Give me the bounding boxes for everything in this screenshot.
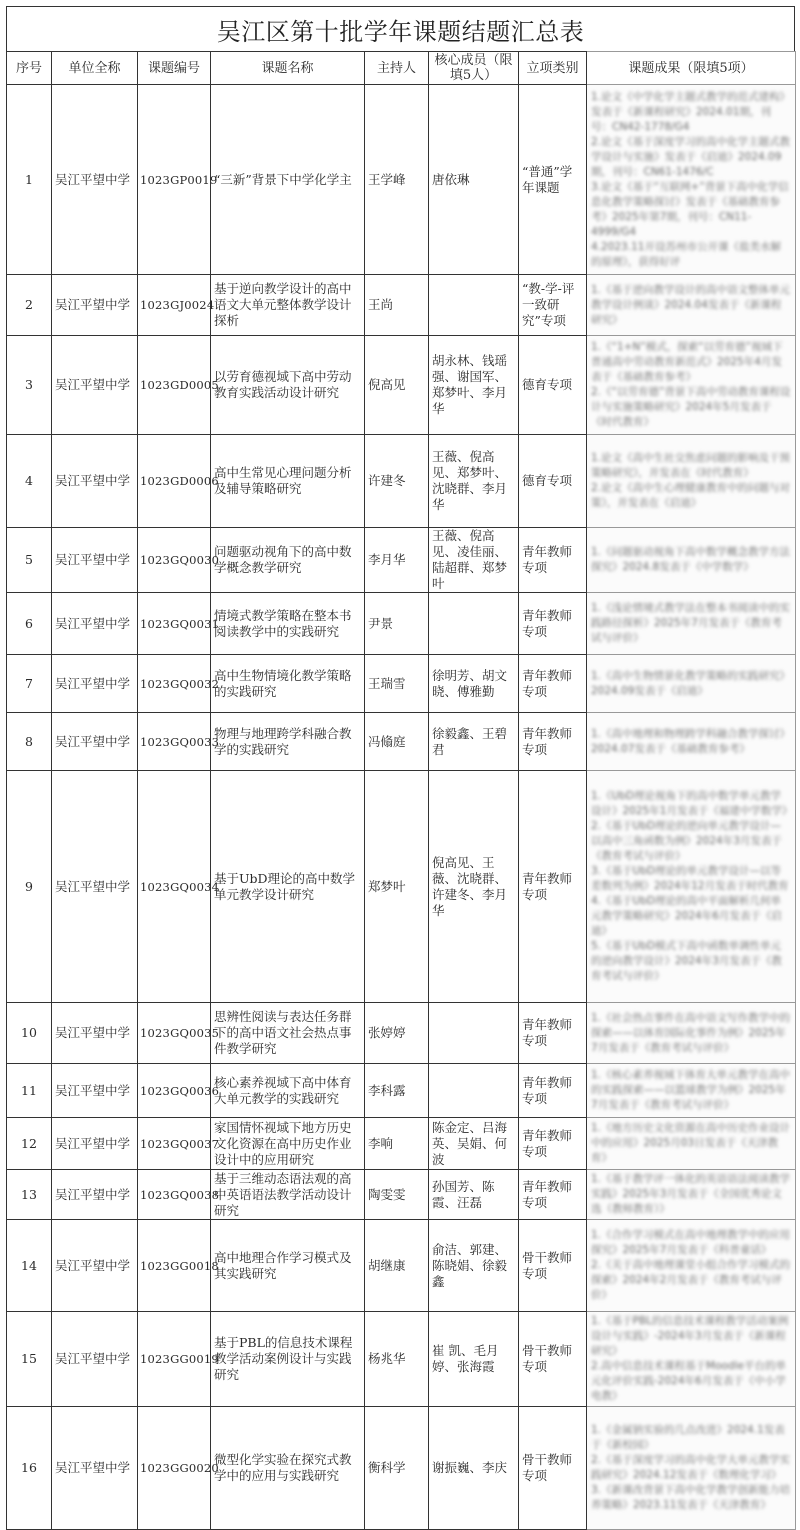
cell-name: 高中生常见心理问题分析及辅导策略研究 bbox=[211, 435, 365, 528]
result-item: 1.《金属钠实验的几点改进》2024.1发表于《新校园》 bbox=[591, 1424, 785, 1451]
cell-host: 陶雯雯 bbox=[365, 1170, 429, 1220]
cell-category: 德育专项 bbox=[519, 435, 587, 528]
cell-no: 2 bbox=[7, 275, 52, 336]
cell-code: 1023GJ0024 bbox=[138, 275, 211, 336]
cell-unit: 吴江平望中学 bbox=[52, 1312, 138, 1407]
cell-members: 俞洁、郭建、陈晓娟、徐毅鑫 bbox=[429, 1220, 519, 1312]
table-row bbox=[7, 275, 796, 336]
cell-category: 青年教师专项 bbox=[519, 528, 587, 593]
cell-host: 张婷婷 bbox=[365, 1003, 429, 1064]
cell-code: 1023GQ0030 bbox=[138, 528, 211, 593]
cell-host: 尹景 bbox=[365, 593, 429, 655]
cell-members bbox=[429, 593, 519, 655]
result-item: 1.《合作学习模式在高中地理教学中的应用探究》2025年7月发表于《科普童话》 bbox=[591, 1229, 791, 1256]
cell-name: 基于PBL的信息技术课程教学活动案例设计与实践研究 bbox=[211, 1312, 365, 1407]
results-list bbox=[591, 1068, 791, 1113]
result-item: 4.2023.11开设苏州市公开课《盐类水解的原理》，获得好评 bbox=[591, 240, 781, 268]
cell-category: 青年教师专项 bbox=[519, 593, 587, 655]
cell-no: 12 bbox=[7, 1118, 52, 1170]
table-row bbox=[7, 336, 796, 435]
cell-members bbox=[429, 1003, 519, 1064]
result-item: 2.论文《基于深度学习的高中化学主题式教学设计与实施》发表于《启迪》2024.09期，刊号：CN61-1476/C bbox=[591, 135, 791, 178]
cell-results bbox=[587, 1003, 796, 1064]
header-category: 立项类别 bbox=[519, 52, 587, 85]
cell-name: “三新”背景下中学化学主 bbox=[211, 85, 365, 275]
cell-category: 骨干教师专项 bbox=[519, 1312, 587, 1407]
cell-no: 4 bbox=[7, 435, 52, 528]
cell-name: 物理与地理跨学科融合教学的实践研究 bbox=[211, 713, 365, 771]
table-row bbox=[7, 1064, 796, 1118]
header-row bbox=[7, 52, 796, 85]
cell-unit: 吴江平望中学 bbox=[52, 713, 138, 771]
result-item: 3.《基于UbD理论的单元教学设计—以等差数列为例》2024年12月发表于时代教育 bbox=[591, 865, 789, 892]
cell-host: 李月华 bbox=[365, 528, 429, 593]
cell-members: 陈金定、吕海英、吴娟、何波 bbox=[429, 1118, 519, 1170]
cell-name: 高中生物情境化教学策略的实践研究 bbox=[211, 655, 365, 713]
result-item: 1.《地方历史文化资源在高中历史作业设计中的应用》2025月03日发表于《天津教育》 bbox=[591, 1122, 791, 1164]
cell-code: 1023GG0018 bbox=[138, 1220, 211, 1312]
cell-no: 11 bbox=[7, 1064, 52, 1118]
cell-category: “教-学-评一致研究”专项 bbox=[519, 275, 587, 336]
cell-host: 倪高见 bbox=[365, 336, 429, 435]
cell-no: 5 bbox=[7, 528, 52, 593]
cell-results bbox=[587, 1312, 796, 1407]
result-item: 1.《浅论情境式教学法在整本书阅读中的实践路径探析》2025年7月发表于《教育考试与评价》 bbox=[591, 602, 791, 644]
table-row bbox=[7, 1220, 796, 1312]
cell-name: 核心素养视域下高中体育大单元教学的实践研究 bbox=[211, 1064, 365, 1118]
cell-results bbox=[587, 85, 796, 275]
header-results: 课题成果（限填5项） bbox=[587, 52, 796, 85]
result-item: 5.《基于UbD模式下高中函数单调性单元的逆向教学设计》2024年3月发表于《教育考试与评价》 bbox=[591, 940, 782, 982]
cell-category: 青年教师专项 bbox=[519, 1118, 587, 1170]
table-row bbox=[7, 1003, 796, 1064]
cell-unit: 吴江平望中学 bbox=[52, 1407, 138, 1530]
cell-unit: 吴江平望中学 bbox=[52, 593, 138, 655]
cell-category: 德育专项 bbox=[519, 336, 587, 435]
cell-members: 唐依琳 bbox=[429, 85, 519, 275]
header-code: 课题编号 bbox=[138, 52, 211, 85]
results-list bbox=[591, 1121, 791, 1166]
cell-no: 13 bbox=[7, 1170, 52, 1220]
header-no: 序号 bbox=[7, 52, 52, 85]
cell-results bbox=[587, 1220, 796, 1312]
cell-name: 问题驱动视角下的高中数学概念教学研究 bbox=[211, 528, 365, 593]
cell-code: 1023GQ0033 bbox=[138, 713, 211, 771]
cell-unit: 吴江平望中学 bbox=[52, 771, 138, 1003]
cell-unit: 吴江平望中学 bbox=[52, 1220, 138, 1312]
cell-members: 徐明芳、胡文晓、傅雅勤 bbox=[429, 655, 519, 713]
cell-no: 9 bbox=[7, 771, 52, 1003]
result-item: 3.论文《基于“互联网+”背景下高中化学信息化教学策略探讨》发表于《基础教育参考》2025年第7期，刊号：CN11-4999/G4 bbox=[591, 180, 789, 238]
cell-code: 1023GQ0037 bbox=[138, 1118, 211, 1170]
summary-sheet bbox=[6, 6, 795, 1530]
table-row bbox=[7, 528, 796, 593]
table-row bbox=[7, 1170, 796, 1220]
results-list bbox=[591, 1423, 791, 1513]
results-list bbox=[591, 1314, 791, 1404]
cell-host: 郑梦叶 bbox=[365, 771, 429, 1003]
cell-unit: 吴江平望中学 bbox=[52, 655, 138, 713]
cell-host: 冯翛庭 bbox=[365, 713, 429, 771]
result-item: 4.《基于UbD理论的高中平面解析几何单元教学策略研究》2024年6月发表于《启迪》 bbox=[591, 895, 782, 937]
result-item: 1.《高中地理和物理跨学科融合教学探讨》2024.07发表于《基础教育参考》 bbox=[591, 727, 791, 755]
result-item: 1.《UbD理论视角下的高中数学单元教学设计》2025年1月发表于《福建中学数学》 bbox=[591, 790, 793, 817]
cell-name: 高中地理合作学习模式及其实践研究 bbox=[211, 1220, 365, 1312]
cell-unit: 吴江平望中学 bbox=[52, 1003, 138, 1064]
cell-host: 胡继康 bbox=[365, 1220, 429, 1312]
cell-no: 10 bbox=[7, 1003, 52, 1064]
cell-code: 1023GQ0035 bbox=[138, 1003, 211, 1064]
cell-results bbox=[587, 1118, 796, 1170]
header-name: 课题名称 bbox=[211, 52, 365, 85]
cell-results bbox=[587, 275, 796, 336]
cell-unit: 吴江平望中学 bbox=[52, 1118, 138, 1170]
cell-host: 李科露 bbox=[365, 1064, 429, 1118]
cell-name: 微型化学实验在探究式教学中的应用与实践研究 bbox=[211, 1407, 365, 1530]
result-item: 2.《基于UbD理论的逆向单元教学设计—以高中三角函数为例》2024年3月发表于《教育考试与评价》 bbox=[591, 820, 782, 862]
table-row bbox=[7, 1407, 796, 1530]
cell-code: 1023GD0005 bbox=[138, 336, 211, 435]
table-row bbox=[7, 771, 796, 1003]
cell-unit: 吴江平望中学 bbox=[52, 1170, 138, 1220]
cell-category: 骨干教师专项 bbox=[519, 1407, 587, 1530]
table-row bbox=[7, 1118, 796, 1170]
cell-code: 1023GD0006 bbox=[138, 435, 211, 528]
cell-no: 7 bbox=[7, 655, 52, 713]
cell-no: 6 bbox=[7, 593, 52, 655]
results-list bbox=[591, 601, 791, 646]
results-list bbox=[591, 669, 791, 699]
result-item: 2.《关于高中地理课堂小组合作学习模式的探索》2024年2月发表于《教育考试与评价》 bbox=[591, 1259, 791, 1301]
table-row bbox=[7, 713, 796, 771]
cell-code: 1023GG0020 bbox=[138, 1407, 211, 1530]
results-list bbox=[591, 789, 791, 984]
result-item: 1.《高中生物情景化教学策略的实践研究》2024.09发表于《启迪》 bbox=[591, 669, 791, 697]
table-row bbox=[7, 435, 796, 528]
cell-unit: 吴江平望中学 bbox=[52, 528, 138, 593]
cell-unit: 吴江平望中学 bbox=[52, 336, 138, 435]
result-item: 1.《社会热点事件在高中语文写作教学中的探索——以体育国际化事件为例》2025年7月发表于《教育考试与评价》 bbox=[591, 1011, 791, 1054]
cell-host: 衡科学 bbox=[365, 1407, 429, 1530]
result-item: 1.《基于教学评一体化的英语语法阅读教学实践》2025年3月发表于《全国优秀论文选（教师教育）》 bbox=[591, 1173, 791, 1215]
cell-members: 谢振巍、李庆 bbox=[429, 1407, 519, 1530]
results-list bbox=[591, 545, 791, 575]
cell-no: 1 bbox=[7, 85, 52, 275]
cell-code: 1023GQ0032 bbox=[138, 655, 211, 713]
table-row bbox=[7, 593, 796, 655]
result-item: 1.《“1+N”模式，探索“以劳育德”视域下普通高中劳动教育新范式》2025年4月发表于《基础教育参考》 bbox=[591, 341, 783, 383]
cell-results bbox=[587, 593, 796, 655]
cell-no: 14 bbox=[7, 1220, 52, 1312]
cell-code: 1023GQ0034 bbox=[138, 771, 211, 1003]
cell-results bbox=[587, 435, 796, 528]
sheet-title: 吴江区第十批学年课题结题汇总表 bbox=[6, 6, 795, 51]
results-list bbox=[591, 1011, 791, 1056]
cell-category: 骨干教师专项 bbox=[519, 1220, 587, 1312]
cell-members: 崔 凯、毛月婷、张海霞 bbox=[429, 1312, 519, 1407]
cell-results bbox=[587, 1064, 796, 1118]
cell-members: 倪高见、王薇、沈晓群、许建冬、李月华 bbox=[429, 771, 519, 1003]
cell-host: 杨兆华 bbox=[365, 1312, 429, 1407]
cell-members bbox=[429, 1064, 519, 1118]
cell-category: 青年教师专项 bbox=[519, 1003, 587, 1064]
cell-results bbox=[587, 713, 796, 771]
results-list bbox=[591, 1228, 791, 1303]
cell-code: 1023GP0019 bbox=[138, 85, 211, 275]
cell-name: 思辨性阅读与表达任务群下的高中语文社会热点事件教学研究 bbox=[211, 1003, 365, 1064]
cell-name: 情境式教学策略在整本书阅读教学中的实践研究 bbox=[211, 593, 365, 655]
cell-name: 以劳育德视域下高中劳动教育实践活动设计研究 bbox=[211, 336, 365, 435]
result-item: 1.论文《高中生社交焦虑问题的影响及干预策略研究》，并发表在《时代教育》 bbox=[591, 452, 791, 479]
cell-category: 青年教师专项 bbox=[519, 655, 587, 713]
cell-results bbox=[587, 655, 796, 713]
cell-category: 青年教师专项 bbox=[519, 1170, 587, 1220]
cell-results bbox=[587, 1407, 796, 1530]
table-row bbox=[7, 655, 796, 713]
cell-host: 王尚 bbox=[365, 275, 429, 336]
cell-no: 8 bbox=[7, 713, 52, 771]
cell-results bbox=[587, 771, 796, 1003]
cell-unit: 吴江平望中学 bbox=[52, 275, 138, 336]
cell-category: 青年教师专项 bbox=[519, 771, 587, 1003]
cell-members: 徐毅鑫、王碧君 bbox=[429, 713, 519, 771]
result-item: 1.《基于PBL的信息技术课程教学活动案例设计与实践》-2024年3月发表于《新课程研究》 bbox=[591, 1315, 789, 1357]
cell-members: 胡永林、钱瑶强、谢国军、郑梦叶、李月华 bbox=[429, 336, 519, 435]
cell-name: 基于三维动态语法观的高中英语语法教学活动设计研究 bbox=[211, 1170, 365, 1220]
result-item: 2.高中信息技术课程基于Moodle平台的单元化评价实践-2024年6月发表于《中小学电教》 bbox=[591, 1360, 786, 1402]
cell-unit: 吴江平望中学 bbox=[52, 435, 138, 528]
results-list bbox=[591, 451, 791, 511]
cell-name: 基于逆向教学设计的高中语文大单元整体教学设计探析 bbox=[211, 275, 365, 336]
results-list bbox=[591, 727, 791, 757]
topics-table bbox=[6, 51, 796, 1530]
cell-name: 基于UbD理论的高中数学单元教学设计研究 bbox=[211, 771, 365, 1003]
cell-host: 王瑞雪 bbox=[365, 655, 429, 713]
cell-members: 孙国芳、陈霞、汪磊 bbox=[429, 1170, 519, 1220]
result-item: 1.论文《中学化学主题式教学的范式建构》发表于《新课程研究》2024.01期，刊号：CN42-1778/G4 bbox=[591, 90, 791, 133]
cell-members: 王薇、倪高见、凌佳丽、陆超群、郑梦叶 bbox=[429, 528, 519, 593]
cell-category: 青年教师专项 bbox=[519, 1064, 587, 1118]
cell-unit: 吴江平望中学 bbox=[52, 1064, 138, 1118]
cell-members: 王薇、倪高见、郑梦叶、沈晓群、李月华 bbox=[429, 435, 519, 528]
cell-host: 李响 bbox=[365, 1118, 429, 1170]
result-item: 2.《“以劳育德”背景下高中劳动教育课程设计与实施策略研究》2024年5月发表于《时代教育》 bbox=[591, 386, 791, 428]
result-item: 2.论文《高中生心理健康教育中的问题与对策》，并发表在《启迪》 bbox=[591, 482, 791, 509]
cell-name: 家国情怀视域下地方历史文化资源在高中历史作业设计中的应用研究 bbox=[211, 1118, 365, 1170]
result-item: 1.《问题驱动视角下高中数学概念教学方法探究》2024.8发表于《中学数学》 bbox=[591, 546, 791, 573]
results-list bbox=[591, 340, 791, 430]
header-host: 主持人 bbox=[365, 52, 429, 85]
cell-category: 青年教师专项 bbox=[519, 713, 587, 771]
results-list bbox=[591, 90, 791, 270]
results-list bbox=[591, 283, 791, 328]
cell-results bbox=[587, 1170, 796, 1220]
cell-no: 16 bbox=[7, 1407, 52, 1530]
cell-code: 1023GQ0038 bbox=[138, 1170, 211, 1220]
cell-results bbox=[587, 528, 796, 593]
cell-no: 3 bbox=[7, 336, 52, 435]
cell-code: 1023GQ0036 bbox=[138, 1064, 211, 1118]
result-item: 2.《基于深度学习的高中化学大单元教学实践研究》2024.12发表于《数理化学习》 bbox=[591, 1454, 791, 1481]
cell-code: 1023GG0019 bbox=[138, 1312, 211, 1407]
cell-host: 许建冬 bbox=[365, 435, 429, 528]
results-list bbox=[591, 1172, 791, 1217]
header-members: 核心成员（限填5人） bbox=[429, 52, 519, 85]
header-unit: 单位全称 bbox=[52, 52, 138, 85]
cell-no: 15 bbox=[7, 1312, 52, 1407]
result-item: 1.《核心素养视域下体育大单元教学在高中的实践探索——以篮球教学为例》2025年7月发表于《教育考试与评价》 bbox=[591, 1069, 791, 1111]
result-item: 1.《基于逆向教学设计的高中语文整体单元教学设计例谈》2024.04发表于《新课程研究》 bbox=[591, 283, 791, 326]
cell-results bbox=[587, 336, 796, 435]
table-row bbox=[7, 85, 796, 275]
cell-code: 1023GQ0031 bbox=[138, 593, 211, 655]
table-row bbox=[7, 1312, 796, 1407]
cell-unit: 吴江平望中学 bbox=[52, 85, 138, 275]
result-item: 3.《新课改背景下高中化学教学创新能力培养策略》2023.11发表于《天津教育》 bbox=[591, 1484, 791, 1511]
cell-members bbox=[429, 275, 519, 336]
cell-category: “普通”学年课题 bbox=[519, 85, 587, 275]
cell-host: 王学峰 bbox=[365, 85, 429, 275]
